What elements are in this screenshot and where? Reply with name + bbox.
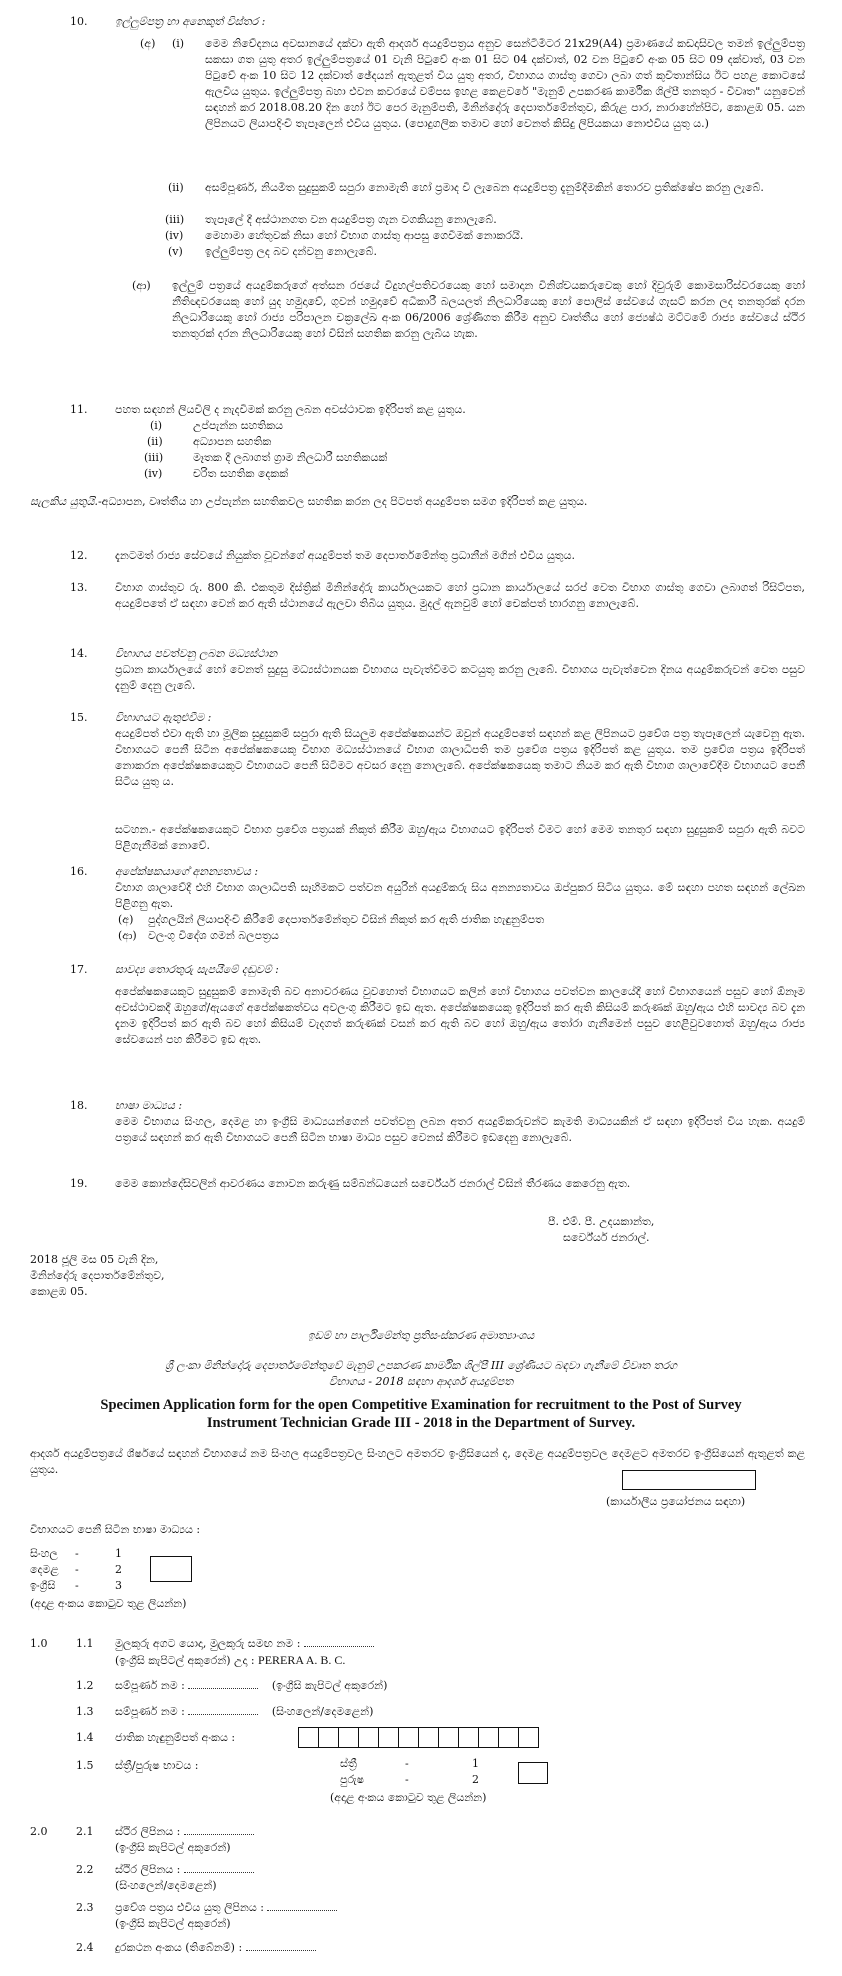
nic-digit-box[interactable] [298, 1727, 319, 1748]
form-row-1-4-label: ජාතික හැඳුනුම්පත් අංකය : [115, 1731, 236, 1744]
section-19-number: 19. [70, 1177, 88, 1190]
nic-digit-box[interactable] [478, 1727, 499, 1748]
telephone-line[interactable] [246, 1940, 316, 1951]
form-row-1-1-example: PERERA A. B. C. [258, 1653, 346, 1667]
form-row-1-2-number: 1.2 [76, 1679, 94, 1692]
medium-option-sinhala: සිංහල - 1 [30, 1547, 122, 1560]
section-17-text: අපේක්ෂකයෙකුට සුදුසුකම් නොමැති බව අනාවරණය වුවහොත් විභාගයට කලින් හෝ විභාගය පවත්වන කාලයේදී හෝ විභාගයෙන් පසුව හෝ ඕනෑම අවස්ථාවකදී ඔහුගේ/ඇයගේ අපේක්ෂකත්වය අවලංගු කිරීමට ඉඩ ඇත. අපේක්ෂකයෙකු ඉදිරිපත් කර ඇති කිසියම් කරුණක් ඔහු/ඇය එහි සාවද්‍ය බව දැන දැනම ඉදිරිපත් කර ඇති බව හෝ කිසියම් වැදගත් කරුණක් වසන් කර ඇති බව හෝ ඔහු/ඇය තෝරා ගැනීමෙන් පසුව හෙළිවුවහොත් ඔහු/ඇය රාජ්‍ය සේවයෙන් පහ කිරීමට ඉඩ ඇත. [115, 985, 805, 1046]
office-use-label: (කාර්යාලීය ප්‍රයෝජනය සඳහා) [606, 1495, 746, 1508]
address-line-1: 2018 ජූලි මස 05 වැනි දින, [30, 1253, 159, 1266]
section-10-aa-label: (ආ) [132, 279, 151, 292]
form-row-1-5-number: 1.5 [76, 1759, 94, 1772]
form-row-1-1-label [115, 1636, 374, 1652]
form-row-2-2-sub: (සිංහලෙන්/දෙමළෙන්) [115, 1879, 217, 1892]
section-15-text: අයදුම්පත් එවා ඇති හා මූලික සුදුසුකම් සපුරා ඇති සියලුම අපේක්ෂකයන්ට ඔවුන් අයදුම්පතේ සඳහන් කළ ලිපිනයට ප්‍රවේශ පත්‍ර තැපෑලෙන් යැවෙනු ඇත. විභාගයට පෙනී සිටින අපේක්ෂකයෙකු විභාග මධ්‍යස්ථානයේ විභාග ශාලාධිපති තම ප්‍රවේශ පත්‍රය ඉදිරිපත් කළ යුතුය. තම ප්‍රවේශ පත්‍රය ඉදිරිපත් නොකරන අපේක්ෂකයෙකුට විභාගයට පෙනී සිටීමට අවසර දෙනු නොලැබේ. අපේක්ෂකයෙකු තමාට නියම කර ඇති විභාග ශාලාවේදීම විභාගයට පෙනී සිටිය යුතු ය. [115, 727, 805, 788]
form-row-1-1-label-text: මුලකුරු අගට යොදා, මුලකුරු සමඟ නම : [115, 1637, 301, 1650]
form-row-2-2-number: 2.2 [76, 1863, 94, 1876]
note-paragraph [30, 494, 805, 510]
section-16-item-1-label: (අ) [118, 913, 134, 926]
section-12-text: දැනටමත් රාජ්‍ය සේවයේ නියුක්ත වූවන්ගේ අයදුම්පත් තම දෙපාර්තමේන්තු ප්‍රධානීන් මගින් එවිය යුතුය. [115, 549, 575, 562]
section-11-item-2-text: අධ්‍යාපන සහතික [193, 435, 272, 448]
section-10-number: 10. [70, 15, 88, 28]
name-initials-line[interactable] [304, 1636, 374, 1647]
section-16-text: විභාග ශාලාවේදී එහි විභාග ශාලාධිපති සෑහීමකට පත්වන අයුරින් අයදුම්කරු සිය අනන්‍යතාවය ඔප්පුකර සිටිය යුතුය. මේ සඳහා පහත සඳහන් ලේඛන පිළිගනු ඇත. [115, 881, 805, 910]
english-title-line-1: Specimen Application form for the open Competitive Examination for recruitment to the Post of Survey [100, 1397, 742, 1413]
gender-option-female: ස්ත්‍රී - 1 [340, 1757, 479, 1770]
sinhala-title-line-1: ශ්‍රී ලංකා මිනින්දෝරු දෙපාර්තමේන්තුවේ මැනුම් උපකරණ කාර්මික ශිල්පී III ශ්‍රේණියට බඳවා ගැනීමේ විවෘත තරග [164, 1359, 678, 1372]
section-14-number: 14. [70, 647, 88, 660]
form-row-1-1-number: 1.1 [76, 1637, 94, 1650]
address-line-2: මිනින්දෝරු දෙපාර්තමේන්තුව, [30, 1269, 165, 1282]
section-10-a-v-label: (v) [168, 245, 183, 258]
nic-digit-box[interactable] [378, 1727, 399, 1748]
nic-digit-box[interactable] [318, 1727, 339, 1748]
medium-option-code: 1 [115, 1547, 122, 1560]
gender-code-box[interactable] [518, 1762, 548, 1784]
nic-digit-box[interactable] [438, 1727, 459, 1748]
medium-option-tamil: දෙමළ - 2 [30, 1563, 122, 1576]
signature-name: පී. එම්. පී. උදයකාන්ත, [548, 1215, 655, 1228]
form-row-2-4-label [115, 1940, 316, 1956]
form-row-1-4-number: 1.4 [76, 1731, 94, 1744]
section-10-a-iii-text: තැපෑලේ දී අස්ථානගත වන අයදුම්පත්‍ර ගැන වගකියනු නොලැබේ. [205, 213, 497, 226]
form-row-2-1-label-text: ස්ථිර ලිපිනය : [115, 1825, 181, 1838]
form-row-1-1-sub-text: (ඉංග්‍රීසි කැපිටල් අකුරෙන්) උදා : [115, 1654, 255, 1667]
gender-option-code: 2 [472, 1773, 479, 1786]
form-section-1: 1.0 [30, 1637, 48, 1650]
gender-option-code: 1 [472, 1757, 479, 1770]
section-10-title: ඉල්ලුම්පත්‍ර හා අනෙකුත් විස්තර : [115, 15, 266, 28]
section-10-a-i-label: (i) [172, 37, 185, 50]
nic-digit-box[interactable] [498, 1727, 519, 1748]
medium-label: විභාගයට පෙනී සිටින භාෂා මාධ්‍යය : [30, 1523, 201, 1536]
form-row-2-3-label-text: ප්‍රවේශ පත්‍රය එවිය යුතු ලිපිනය : [115, 1901, 264, 1914]
form-row-1-3-number: 1.3 [76, 1705, 94, 1718]
section-11-item-4-label: (iv) [144, 467, 163, 480]
medium-option-name: සිංහල [30, 1547, 58, 1560]
office-use-box [622, 1470, 756, 1490]
nic-digit-box[interactable] [398, 1727, 419, 1748]
form-row-1-3-label [115, 1704, 373, 1720]
form-row-1-3-label-text: සම්පූර්ණ නම : [115, 1705, 185, 1718]
section-12-number: 12. [70, 549, 88, 562]
section-16-item-1-text: පුද්ගලයින් ලියාපදිංචි කිරීමේ දෙපාර්තමේන්තුව විසින් නිකුත් කර ඇති ජාතික හැඳුනුම්පත [148, 913, 545, 926]
section-11-item-2-label: (ii) [147, 435, 163, 448]
medium-option-name: දෙමළ [30, 1563, 59, 1576]
section-13-text: විභාග ගාස්තුව රු. 800 කි. එකතුම දිස්ත්‍රික් මිනින්දෝරු කාර්යාලයකට හෝ ප්‍රධාන කාර්යාලයේ සරප් වෙත විභාග ගාස්තු ගෙවා ලබාගත් රිසිට්පත, අයදුම්පතේ ඒ සඳහා වෙන් කර ඇති ස්ථානයේ ඇලවා තිබිය යුතුය. මුදල් ඇනවුම් හෝ චෙක්පත් භාරගනු නොලැබේ. [115, 581, 805, 610]
section-11-item-1-text: උප්පැන්න සහතිකය [193, 419, 284, 432]
section-10-a-v-text: ඉල්ලුම්පත්‍ර ලද බව දන්වනු නොලැබේ. [205, 245, 378, 258]
section-13-number: 13. [70, 581, 88, 594]
section-11-number: 11. [70, 403, 88, 416]
section-11-item-3-text: මෑතක දී ලබාගත් ග්‍රාම නිලධාරී සහතිකයක් [193, 451, 388, 464]
section-10-a-iii-label: (iii) [165, 213, 185, 226]
note-text: -අධ්‍යාපන, වෘත්තීය හා උප්පැන්න සහතිකවල සහතික කරන ලද පිටපත් අයදුම්පත සමග ඉදිරිපත් කළ යුතුය. [97, 495, 588, 508]
instruction-text: ආදර්ශ අයදුම්පත්‍රයේ ශීර්ෂයේ සඳහන් විභාගයේ නම සිංහල අයදුම්පත්‍රවල සිංහලට අමතරව ඉංග්‍රීසියෙන් ද, දෙමළ අයදුම්පත්‍රවල දෙමළට අමතරව ඉංග්‍රීසියෙන් ඇතුළත් කළ යුතුය. [30, 1447, 805, 1476]
medium-code-box[interactable] [150, 1556, 192, 1582]
ministry-heading: ඉඩම් හා පාර්ලිමේන්තු ප්‍රතිසංස්කරණ අමාත්‍යාංශය [307, 1329, 535, 1342]
nic-digit-box[interactable] [418, 1727, 439, 1748]
permanent-address-sinhala-line[interactable] [184, 1862, 254, 1873]
form-section-2: 2.0 [30, 1825, 48, 1838]
sinhala-title-line-2: විභාගය - 2018 සඳහා ආදර්ශ අයදුම්පත [328, 1375, 514, 1388]
full-name-sinhala-line[interactable] [188, 1704, 258, 1715]
section-18-title: භාෂා මාධ්‍යය : [115, 1099, 183, 1112]
note-lead: සැලකිය යුතුයි. [30, 495, 98, 508]
nic-number-boxes[interactable] [298, 1727, 543, 1748]
section-11-item-4-text: චරිත සහතික දෙකක් [193, 467, 289, 480]
form-row-1-2-hint: (ඉංග්‍රීසි කැපිටල් අකුරෙන්) [271, 1679, 388, 1692]
section-11-intro: පහත සඳහන් ලියවිලි ද නැදවීමක් කරනු ලබන අවස්ථාවක ඉදිරිපත් කළ යුතුය. [115, 403, 466, 416]
section-18-text: මෙම විභාගය සිංහල, දෙමළ හා ඉංග්‍රීසි මාධ්‍යයන්ගෙන් පවත්වනු ලබන අතර අයදුම්කරුවන්ට කැමති මාධ්‍යයකින් ඒ සඳහා ඉදිරිපත් විය හැක. අයදුම් පත්‍රයේ සඳහන් කර ඇති විභාගයට පෙනී සිටින භාෂා මාධ්‍ය පසුව වෙනස් කිරීමට ඉඩදෙනු නොලැබේ. [115, 1115, 805, 1144]
form-row-1-2-label-text: සම්පූර්ණ නම : [115, 1679, 185, 1692]
section-15-title: විභාගයට ඇතුළුවීම : [115, 711, 212, 724]
section-15-number: 15. [70, 711, 88, 724]
form-row-2-2-label [115, 1862, 254, 1878]
form-row-2-2-label-text: ස්ථිර ලිපිනය : [115, 1863, 181, 1876]
form-row-2-1-sub: (ඉංග්‍රීසි කැපිටල් අකුරෙන්) [115, 1841, 231, 1854]
section-18-number: 18. [70, 1099, 88, 1112]
signature-title: සර්වේයර් ජනරාල්. [563, 1231, 650, 1244]
section-17-title: සාවද්‍ය තොරතුරු සැපයීමේ දඬුවම් : [115, 963, 279, 976]
section-11-item-3-label: (iii) [144, 451, 164, 464]
form-row-1-5-label: ස්ත්‍රී/පුරුෂ භාවය : [115, 1759, 199, 1772]
medium-option-code: 3 [115, 1579, 122, 1592]
form-row-2-1-label [115, 1824, 254, 1840]
section-16-item-2-text: වලංගු විදේශ ගමන් බලපත්‍රය [148, 929, 279, 942]
english-title-line-2: Instrument Technician Grade III - 2018 in the Department of Survey. [206, 1415, 636, 1431]
form-row-2-4-label-text: දුරකථන අංකය (තිබේනම්) : [115, 1941, 243, 1954]
medium-option-code: 2 [115, 1563, 122, 1576]
gender-option-name: ස්ත්‍රී [340, 1757, 357, 1770]
section-10-aa-text: ඉල්ලුම් පත්‍රයේ අයදුම්කරුගේ අත්සන රජයේ විදුහල්පතිවරයෙකු හෝ සමාදාන විනිශ්චයකරුවෙකු හෝ දිවුරුම් කොමසාරිස්වරයෙකු හෝ නීතිඥවරයෙකු හෝ යුද හමුදාවේ, ගුවන් හමුදාවේ අධිකාරී බලයලත් නිලධාරියෙකු හෝ පොලිස් සේවයේ ගැසට් කරන ලද තනතුරක් දරන නිලධාරියෙකු හෝ රාජ්‍ය පරිපාලන චක්‍රලේඛ අංක 06/2006 ශ්‍රේණිගත කිරීම අනුව වෘත්තීය හෝ ජ්‍යෙෂ්ඨ මට්ටමේ රාජ්‍ය සේවයේ ස්ථිර තනතුරක් දරන නිලධාරියෙකු හෝ විසින් සහතික කරනු ලැබිය හැක. [172, 279, 805, 340]
section-14-text: ප්‍රධාන කාර්යාලයේ හෝ වෙනත් සුදුසු මධ්‍යස්ථානයක විභාගය පැවැත්වීමට කටයුතු කරනු ලැබේ. විභාගය පැවැත්වෙන දිනය අයදුම්කරුවන් වෙත පසුව දැනුම් දෙනු ලැබේ. [115, 663, 805, 692]
full-name-english-line[interactable] [188, 1678, 258, 1689]
section-10-a-i-text: මෙම නිවේදනය අවසානයේ දක්වා ඇති ආදර්ශ අයදුම්පත්‍රය අනුව සෙන්ටිමීටර 21x29(A4) ප්‍රමාණයේ කඩදාසිවල තමන් ඉල්ලුම්පත්‍ර සකසා ගත යුතු අතර ඉල්ලුම්පත්‍රයේ 01 වැනි පිටුවේ අංක 01 සිට 04 දක්වාත්, 02 වන පිටුවේ අංක 05 සිට 09 දක්වාත්, 03 වන පිටුවේ අංක 10 සිට 12 දක්වාත් ඡේදයන් ඇතුළත් විය යුතු අතර, විභාගය ගාස්තු ගෙවා ලබා ගත් කුවිතාන්සිය ඊට පහළ කොටසේ ඇලවිය යුතුය. ඉල්ලුම්පත්‍ර බහා එවන කවරයේ වම්පස ඉහළ කෙළවරේ "මැනුම් උපකරණ කාර්මික ශිල්පී තනතුර - විවෘත" යනුවෙන් සඳහන් කර 2018.08.20 දින හෝ ඊට පෙර මැනුම්පති, මිනින්දෝරු දෙපාර්තමේන්තුව, කිරුළ පාර, නාරාහේන්පිට, කොළඹ 05. යන ලිපිනයට ලියාපදිංචි තැපෑලෙන් එවිය යුතුය. (පොදුගලික තමාව හෝ වෙනත් කිසිදු ලිපියකයා නොඑවිය යුතු ය.) [205, 37, 805, 130]
section-16-title: අපේක්ෂකයාගේ අනන්‍යතාවය : [115, 865, 259, 878]
section-14-title: විභාගය පවත්වනු ලබන මධ්‍යස්ථාන [115, 647, 278, 660]
form-row-2-4-number: 2.4 [76, 1941, 94, 1954]
section-17-number: 17. [70, 963, 88, 976]
address-line-3: කොළඹ 05. [30, 1285, 88, 1298]
medium-hint: (අදාළ අංකය කොටුව තුළ ලියන්න) [30, 1597, 187, 1610]
section-10-a-ii-text: අසම්පූර්ණ, නියමිත සුදුසුකම් සපුරා නොමැති හෝ ප්‍රමාද වී ලැබෙන අයදුම්පත්‍ර දැනුම්දීමකින් තොරව ප්‍රතික්ෂේප කරනු ලැබේ. [205, 181, 764, 194]
form-row-2-1-number: 2.1 [76, 1825, 94, 1838]
nic-digit-box[interactable] [518, 1727, 539, 1748]
admission-address-line[interactable] [267, 1900, 337, 1911]
section-19-text: මෙම කොන්දේසිවලින් ආවරණය නොවන කරුණු සම්බන්ධයෙන් සර්වේයර් ජනරාල් විසින් තීරණය කෙරෙනු ඇත. [115, 1177, 631, 1190]
permanent-address-english-line[interactable] [184, 1824, 254, 1835]
nic-digit-box[interactable] [338, 1727, 359, 1748]
gender-option-name: පුරුෂ [340, 1773, 365, 1786]
nic-digit-box[interactable] [358, 1727, 379, 1748]
form-row-1-1-sub [115, 1652, 345, 1669]
medium-option-english: ඉංග්‍රීසි - 3 [30, 1579, 122, 1592]
gender-hint: (අදාළ අංකය කොටුව තුළ ලියන්න) [330, 1791, 487, 1804]
form-row-2-3-label [115, 1900, 337, 1916]
form-row-2-3-number: 2.3 [76, 1901, 94, 1914]
section-10-a-iv-label: (iv) [165, 229, 184, 242]
section-16-item-2-label: (ආ) [118, 929, 137, 942]
form-row-1-2-label [115, 1678, 387, 1694]
section-10-a-ii-label: (ii) [168, 181, 184, 194]
nic-digit-box[interactable] [458, 1727, 479, 1748]
medium-option-name: ඉංග්‍රීසි [30, 1579, 56, 1592]
gender-option-male: පුරුෂ - 2 [340, 1773, 479, 1786]
section-15-note: සටහන.- අපේක්ෂකයෙකුට විභාග ප්‍රවේශ පත්‍රයක් නිකුත් කිරීම ඔහු/ඇය විභාගයට ඉදිරිපත් වීමට හෝ මෙම තනතුර සඳහා සුදුසුකම් සපුරා ඇති බවට පිළිගැනීමක් නොවේ. [115, 823, 805, 852]
form-row-1-3-hint: (සිංහලෙන්/දෙමළෙන්) [271, 1705, 374, 1718]
form-row-2-3-sub: (ඉංග්‍රීසි කැපිටල් අකුරෙන්) [115, 1917, 231, 1930]
section-16-number: 16. [70, 865, 88, 878]
section-10-a-label: (අ) [140, 37, 156, 50]
section-10-a-iv-text: මෙහාමා හේතුවක් නිසා හෝ විභාග ගාස්තු ආපසු ගෙවීමක් නොකරයි. [205, 229, 524, 242]
section-11-item-1-label: (i) [150, 419, 163, 432]
